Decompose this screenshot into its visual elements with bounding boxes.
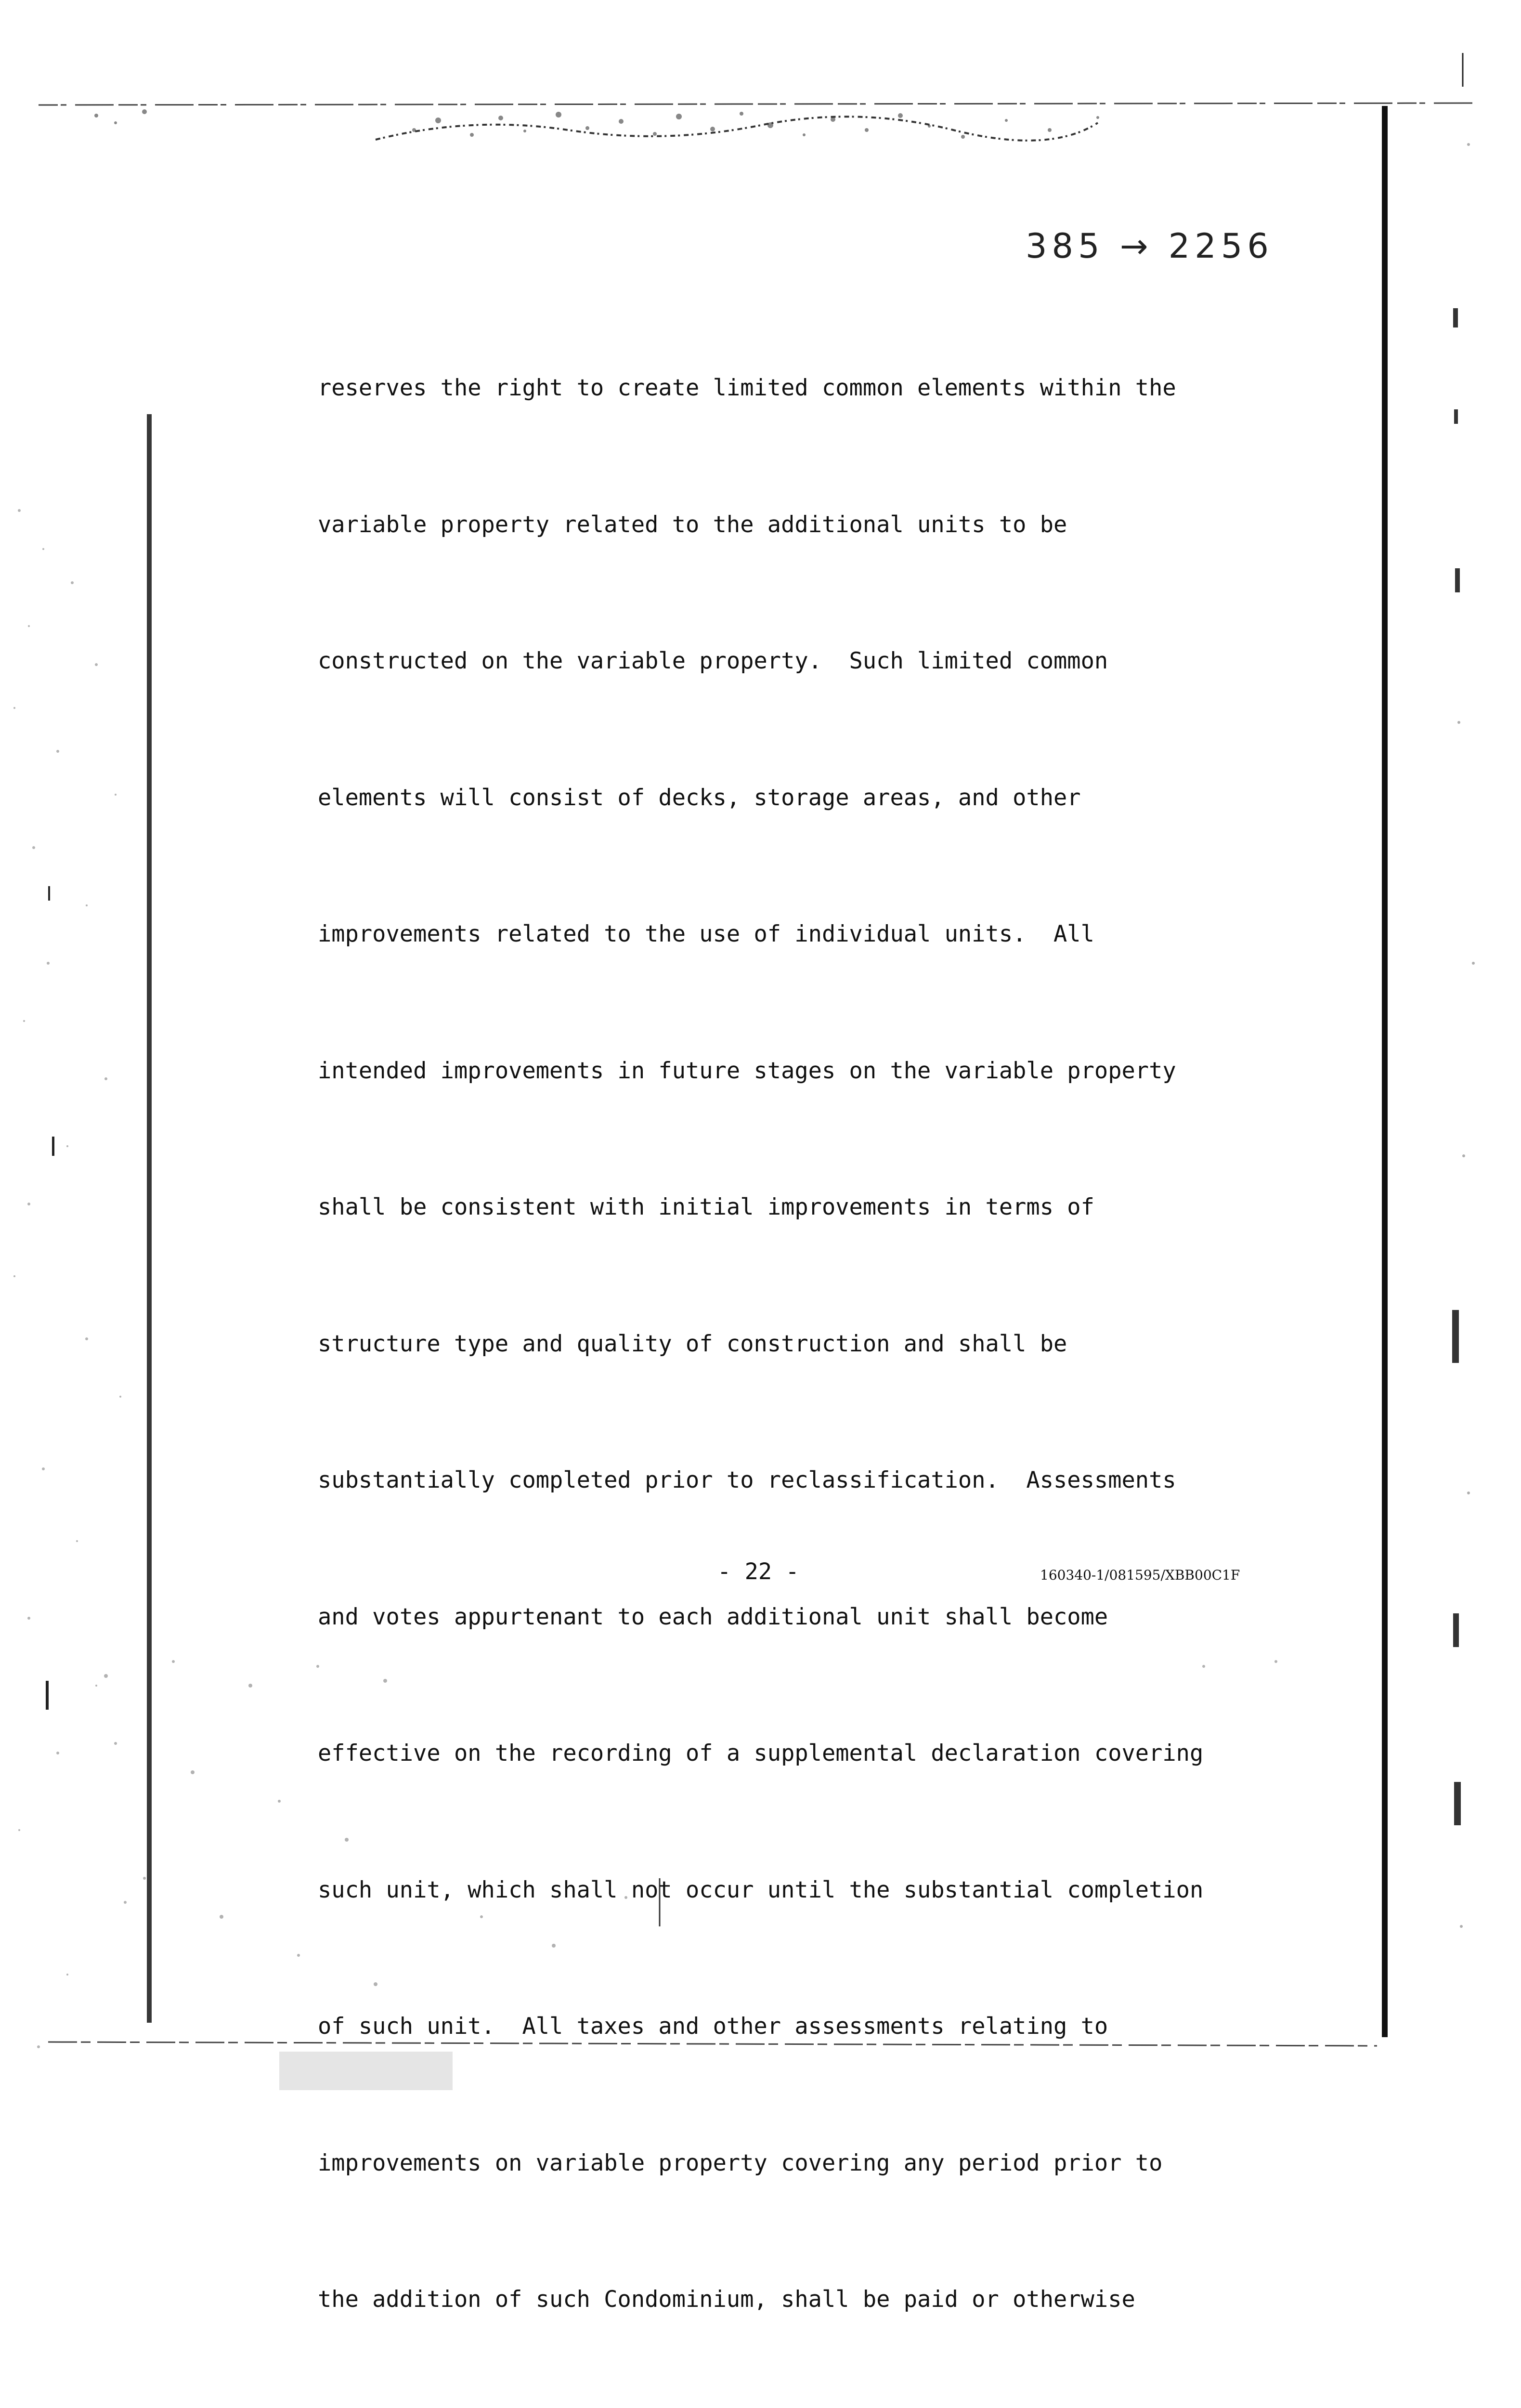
text-line: shall be consistent with initial improvements in terms of	[318, 1194, 1094, 1220]
text-line: improvements related to the use of individual units. All	[318, 921, 1094, 947]
document-code: 160340-1/081595/XBB00C1F	[1040, 1567, 1240, 1583]
text-line: and votes appurtenant to each additional unit shall become	[318, 1603, 1108, 1630]
text-line: of such unit. All taxes and other assessments relating to	[318, 2013, 1108, 2040]
text-line: elements will consist of decks, storage areas, and other	[318, 784, 1081, 811]
body-text	[318, 275, 1271, 2408]
text-line: the addition of such Condominium, shall be paid or otherwise	[318, 2286, 1135, 2313]
text-line: substantially completed prior to reclassification. Assessments	[318, 1467, 1176, 1493]
scan-top-noise	[39, 96, 1473, 154]
book-page-stamp: 385 → 2256	[1026, 226, 1274, 266]
page-number: - 22 -	[717, 1558, 799, 1585]
text-line: intended improvements in future stages on the variable property	[318, 1057, 1176, 1084]
text-line: effective on the recording of a supplemental declaration covering	[318, 1740, 1204, 1767]
text-line: reserves the right to create limited common elements within the	[318, 375, 1176, 401]
text-line: variable property related to the additional units to be	[318, 511, 1067, 538]
scan-right-edge-noise	[1440, 0, 1521, 2091]
text-line: structure type and quality of construction and shall be	[318, 1330, 1067, 1357]
text-line: improvements on variable property covering any period prior to	[318, 2149, 1163, 2176]
text-line: such unit, which shall not occur until the substantial completion	[318, 1876, 1204, 1903]
text-line: constructed on the variable property. Such limited common	[318, 648, 1108, 674]
